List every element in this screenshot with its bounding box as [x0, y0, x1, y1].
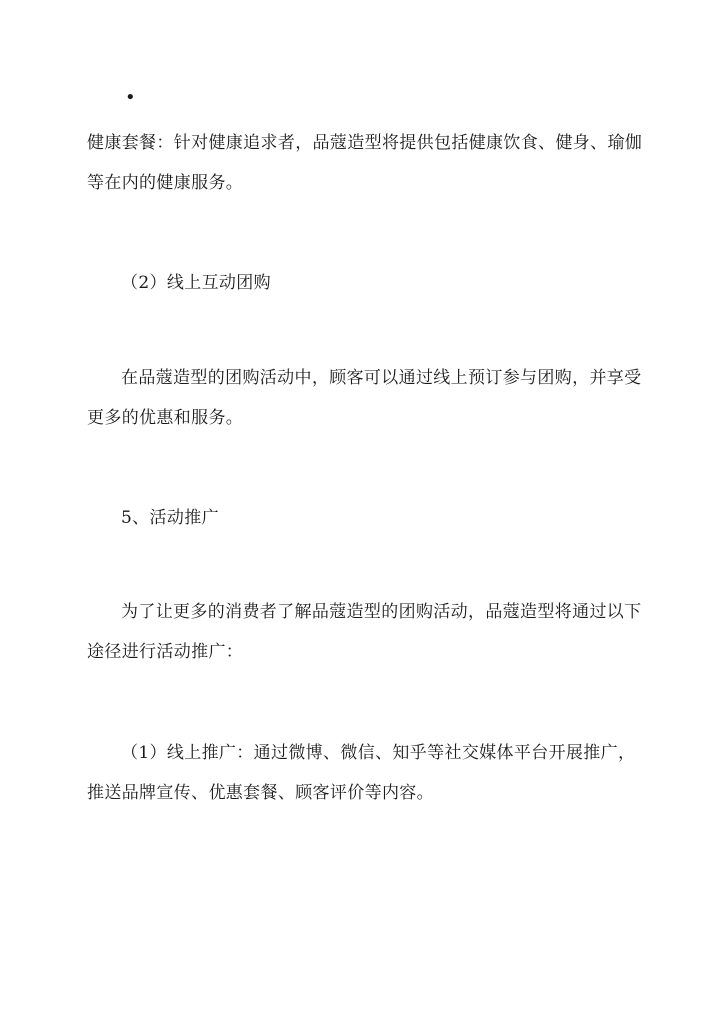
section-heading-online-group-buy [87, 263, 647, 303]
paragraph-line: 更多的优惠和服务。 [87, 408, 244, 428]
paragraph-line: 为了让更多的消费者了解品蔻造型的团购活动，品蔻造型将通过以下 [121, 602, 642, 622]
heading-text: 5、活动推广 [121, 508, 219, 528]
paragraph-line: 等在内的健康服务。 [87, 173, 244, 193]
paragraph-online-promotion [87, 733, 647, 813]
paragraph-line: （1）线上推广：通过微博、微信、知乎等社交媒体平台开展推广， [121, 743, 636, 763]
heading-text: （2）线上互动团购 [121, 273, 271, 293]
section-heading-promotion [87, 498, 647, 538]
paragraph-healthy-package [87, 123, 647, 203]
paragraph-line: 健康套餐：针对健康追求者，品蔻造型将提供包括健康饮食、健身、瑜伽 [87, 133, 643, 153]
paragraph-group-buy [87, 358, 647, 438]
paragraph-line: 在品蔻造型的团购活动中，顾客可以通过线上预订参与团购，并享受 [121, 368, 642, 388]
paragraph-line: 推送品牌宣传、优惠套餐、顾客评价等内容。 [87, 783, 434, 803]
paragraph-promotion-intro [87, 592, 647, 672]
paragraph-line: 途径进行活动推广： [87, 642, 244, 662]
bullet-marker: • [125, 87, 136, 108]
